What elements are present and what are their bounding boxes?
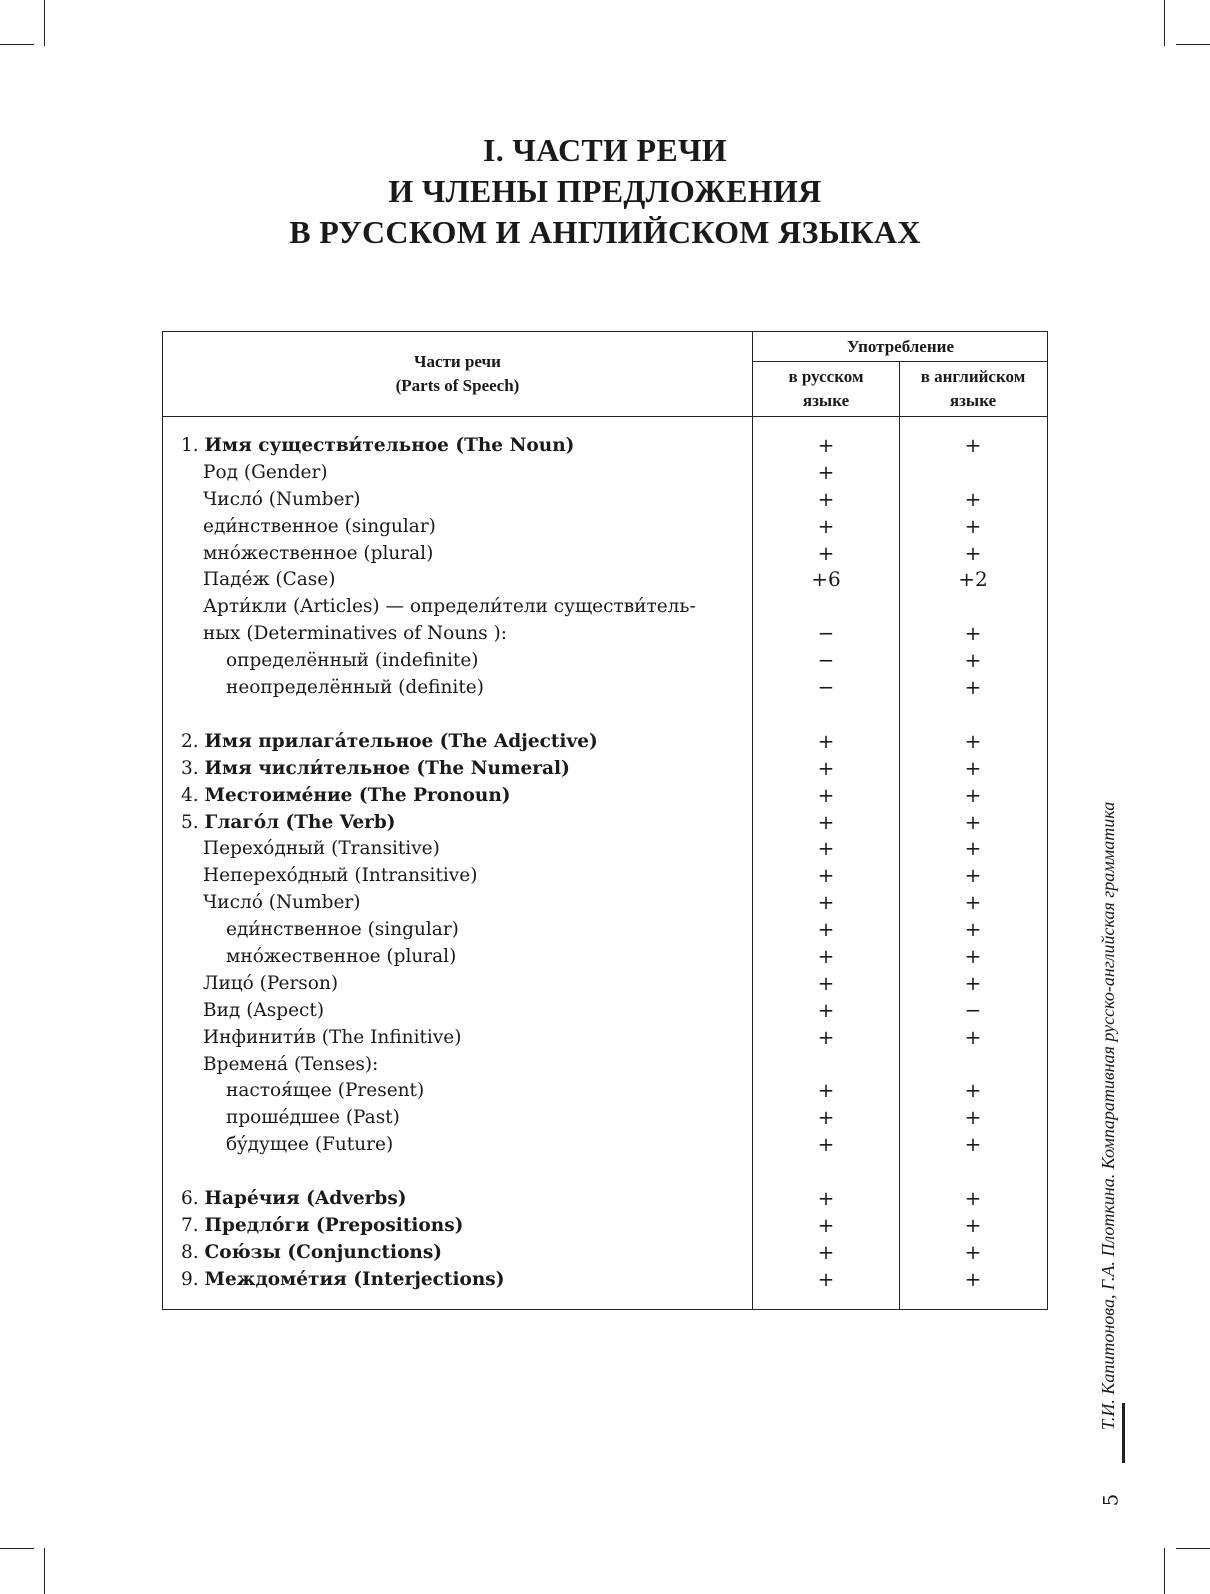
cell-russian: + (817, 1186, 835, 1211)
cell-english: + (964, 675, 982, 700)
table-row (163, 593, 1047, 620)
cell-russian: + (817, 1105, 835, 1130)
row-label (226, 1077, 424, 1104)
table-row (163, 1024, 1047, 1051)
row-text: бýдущее (Future) (226, 1134, 394, 1156)
cell-english: + (964, 1186, 982, 1211)
row-label (181, 755, 570, 782)
cell-russian: + (817, 1132, 835, 1157)
sidebar-rule (1122, 1403, 1125, 1463)
cell-english: + (964, 944, 982, 969)
header-text: (Parts of Speech) (395, 376, 520, 395)
cell-russian: + (817, 1266, 835, 1291)
header-russian (753, 365, 899, 413)
row-number: 8. (181, 1241, 199, 1263)
row-label (203, 593, 696, 620)
row-number: 5. (181, 811, 199, 833)
header-text: в английском (920, 367, 1026, 386)
row-text: Числó (Number) (203, 892, 361, 914)
row-label (181, 432, 574, 459)
row-label (203, 835, 440, 862)
cell-english: + (964, 970, 982, 995)
title-line: В РУССКОМ И АНГЛИЙСКОМ ЯЗЫКАХ (289, 214, 921, 250)
cell-russian: + (817, 433, 835, 457)
header-english (900, 365, 1046, 413)
header-text: языке (949, 391, 997, 410)
row-label (181, 728, 598, 755)
row-text: Неперехóдный (Intransitive) (203, 865, 478, 887)
row-number: 3. (181, 757, 199, 779)
cell-russian: + (817, 782, 835, 807)
header-text: языке (802, 391, 850, 410)
row-number: 1. (181, 435, 199, 456)
cell-russian: + (817, 997, 835, 1022)
cell-english: + (964, 433, 982, 457)
cell-russian: − (817, 675, 835, 700)
row-label (226, 943, 456, 970)
cell-english: + (964, 863, 982, 888)
cell-russian: + (817, 917, 835, 942)
crop-mark (1176, 44, 1210, 45)
row-text: Имя существи́тельное (The Noun) (204, 435, 575, 456)
table-row (163, 1104, 1047, 1131)
cell-russian: + (817, 486, 835, 511)
cell-russian: + (817, 944, 835, 969)
cell-english: + (964, 540, 982, 565)
row-label (181, 1266, 504, 1293)
crop-mark (44, 1548, 45, 1594)
row-text: определённый (indefinite) (226, 650, 479, 672)
cell-english: +2 (958, 567, 988, 592)
row-label (203, 970, 338, 997)
table-row (163, 1239, 1047, 1266)
crop-mark (44, 0, 45, 46)
crop-mark (0, 44, 34, 45)
table-row (163, 943, 1047, 970)
row-number: 7. (181, 1215, 199, 1237)
title-line: И ЧЛЕНЫ ПРЕДЛОЖЕНИЯ (388, 173, 822, 209)
row-label (181, 782, 511, 809)
row-label (181, 1185, 407, 1212)
cell-english: + (964, 728, 982, 753)
cell-english: + (964, 1132, 982, 1157)
row-number: 9. (181, 1268, 199, 1290)
cell-russian: − (817, 621, 835, 646)
row-text: еди́нственное (singular) (226, 919, 459, 941)
row-label (203, 1051, 378, 1078)
header-parts-of-speech (163, 350, 752, 398)
row-text: Падéж (Case) (203, 569, 336, 591)
row-text: Лицó (Person) (203, 972, 339, 994)
table-row (163, 1131, 1047, 1158)
row-label (203, 1024, 461, 1051)
table-row (163, 1185, 1047, 1212)
row-text: Имя прилагáтельное (The Adjective) (204, 730, 598, 752)
row-text: Арти́кли (Articles) — определи́тели существи́тель- (203, 596, 696, 618)
row-label (203, 997, 324, 1024)
table-row (163, 566, 1047, 593)
cell-english: + (964, 890, 982, 915)
row-text: Глагóл (The Verb) (204, 811, 396, 833)
header-usage: Употребление (846, 337, 954, 356)
header-text: в русском (788, 367, 864, 386)
table-row (163, 459, 1047, 486)
table-row (163, 809, 1047, 836)
row-text: прошéдшее (Past) (226, 1107, 400, 1129)
cell-russian: + (817, 970, 835, 995)
table-row (163, 755, 1047, 782)
page-title (0, 130, 1210, 253)
cell-russian: + (817, 890, 835, 915)
title-line: I. ЧАСТИ РЕЧИ (483, 132, 727, 168)
row-text: Нарéчия (Adverbs) (204, 1188, 407, 1210)
row-text: Сою́зы (Conjunctions) (204, 1241, 443, 1263)
row-number: 6. (181, 1188, 199, 1210)
row-text: Перехóдный (Transitive) (203, 838, 440, 860)
row-text: Междомéтия (Interjections) (204, 1268, 505, 1290)
row-label (226, 916, 459, 943)
table-row (163, 728, 1047, 755)
cell-russian: + (817, 809, 835, 834)
row-label (203, 566, 335, 593)
row-text: мнóжественное (plural) (203, 542, 434, 564)
row-text: Временá (Tenses): (203, 1053, 379, 1075)
table-row (163, 916, 1047, 943)
table-row (163, 620, 1047, 647)
table-row (163, 540, 1047, 567)
cell-english: + (964, 1105, 982, 1130)
row-text: Числó (Number) (203, 488, 361, 510)
row-label (203, 513, 436, 540)
cell-russian: + (817, 836, 835, 861)
cell-english: + (964, 513, 982, 538)
table-row (163, 782, 1047, 809)
cell-english: + (964, 1078, 982, 1103)
cell-english: + (964, 1213, 982, 1238)
crop-mark (0, 1548, 34, 1549)
cell-russian: + (817, 459, 835, 484)
row-text: еди́нственное (singular) (203, 515, 436, 537)
row-text: неопределённый (definite) (226, 677, 484, 699)
cell-english: + (964, 782, 982, 807)
cell-english: + (964, 621, 982, 646)
cell-russian: + (817, 728, 835, 753)
row-label (203, 459, 328, 486)
table-row (163, 835, 1047, 862)
row-label (203, 862, 477, 889)
row-text: Имя числи́тельное (The Numeral) (204, 757, 570, 779)
row-text: Местоимéние (The Pronoun) (204, 784, 511, 806)
cell-english: + (964, 836, 982, 861)
cell-english: + (964, 1024, 982, 1049)
table-body (163, 432, 1047, 1293)
cell-russian: + (817, 1213, 835, 1238)
table-row (163, 862, 1047, 889)
table-row (163, 432, 1047, 459)
row-label (226, 1131, 393, 1158)
row-label (226, 674, 484, 701)
table-row (163, 1051, 1047, 1078)
row-text: мнóжественное (plural) (226, 946, 457, 968)
row-label (181, 1239, 442, 1266)
row-label (203, 889, 360, 916)
cell-russian: + (817, 1078, 835, 1103)
cell-english: − (964, 997, 982, 1022)
table-row (163, 1212, 1047, 1239)
header-text: Части речи (414, 352, 501, 371)
table-row (163, 889, 1047, 916)
row-label (181, 809, 396, 836)
row-number: 2. (181, 730, 199, 752)
header-divider (752, 361, 1047, 362)
cell-russian: + (817, 540, 835, 565)
header-bottom-rule (163, 416, 1047, 417)
cell-russian: + (817, 1024, 835, 1049)
row-label (203, 620, 507, 647)
cell-english: + (964, 1239, 982, 1264)
cell-english: + (964, 917, 982, 942)
table-row (163, 674, 1047, 701)
table-row (163, 997, 1047, 1024)
row-text: Род (Gender) (203, 461, 328, 483)
row-text: Вид (Aspect) (203, 999, 325, 1021)
cell-russian: + (817, 513, 835, 538)
table-row (163, 1077, 1047, 1104)
row-label (226, 1104, 400, 1131)
row-text: настоя́щее (Present) (226, 1080, 425, 1102)
cell-english: + (964, 1266, 982, 1291)
row-label (181, 1212, 463, 1239)
cell-russian: + (817, 755, 835, 780)
crop-mark (1164, 1548, 1165, 1594)
cell-russian: − (817, 648, 835, 673)
cell-english: + (964, 486, 982, 511)
table-row (163, 513, 1047, 540)
row-label (203, 540, 433, 567)
cell-english: + (964, 648, 982, 673)
row-label (203, 486, 360, 513)
row-label (226, 647, 479, 674)
table-row (163, 647, 1047, 674)
cell-english: + (964, 809, 982, 834)
cell-english: + (964, 755, 982, 780)
row-number: 4. (181, 784, 199, 806)
row-text: Предлóги (Prepositions) (204, 1215, 464, 1237)
parts-of-speech-table (162, 331, 1048, 1310)
cell-russian: + (817, 1239, 835, 1264)
crop-mark (1176, 1548, 1210, 1549)
row-text: ных (Determinatives of Nouns ): (203, 623, 507, 645)
table-row (163, 486, 1047, 513)
page-number: 5 (1098, 1493, 1123, 1507)
table-row (163, 970, 1047, 997)
row-text: Инфинити́в (The Infinitive) (203, 1026, 462, 1048)
table-row (163, 1266, 1047, 1293)
cell-russian: + (817, 863, 835, 888)
crop-mark (1164, 0, 1165, 46)
running-title: Т.И. Капитонова, Г.А. Плоткина. Компаративная русско-английская грамматика (1098, 801, 1118, 1430)
cell-russian: +6 (811, 567, 841, 592)
